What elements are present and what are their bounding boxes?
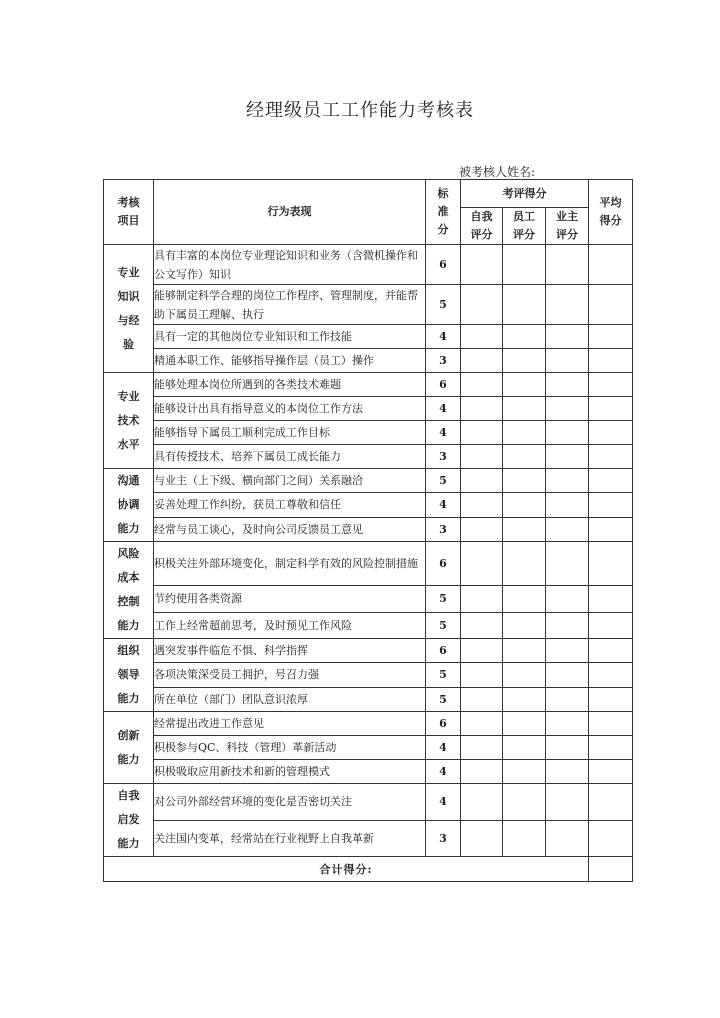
owner-rating-cell[interactable] xyxy=(546,687,589,711)
behavior-cell: 所在单位（部门）团队意识浓厚 xyxy=(154,687,426,711)
staff-rating-cell[interactable] xyxy=(503,445,546,469)
behavior-cell: 积极关注外部环境变化，制定科学有效的风险控制措施 xyxy=(154,542,426,586)
category-cell: 专业技术水平 xyxy=(104,373,154,469)
behavior-cell: 具有一定的其他岗位专业知识和工作技能 xyxy=(154,325,426,349)
category-cell: 风险成本控制能力 xyxy=(104,542,154,639)
header-self-rating: 自我评分 xyxy=(461,208,503,245)
behavior-cell: 能够指导下属员工顺利完成工作目标 xyxy=(154,421,426,445)
header-standard-score: 标准分 xyxy=(426,180,461,245)
behavior-cell: 与业主（上下级、横向部门之间）关系融洽 xyxy=(154,469,426,493)
self-rating-cell[interactable] xyxy=(461,663,503,687)
behavior-cell: 关注国内变革，经常站在行业视野上自我革新 xyxy=(154,820,426,857)
self-rating-cell[interactable] xyxy=(461,542,503,586)
owner-rating-cell[interactable] xyxy=(546,736,589,760)
average-score-cell[interactable] xyxy=(589,349,633,373)
owner-rating-cell[interactable] xyxy=(546,820,589,857)
header-owner-rating: 业主评分 xyxy=(546,208,589,245)
table-row xyxy=(104,397,633,421)
owner-rating-cell[interactable] xyxy=(546,285,589,325)
average-score-cell[interactable] xyxy=(589,687,633,711)
examinee-name-label: 被考核人姓名: xyxy=(459,165,536,179)
average-score-cell[interactable] xyxy=(589,445,633,469)
self-rating-cell[interactable] xyxy=(461,285,503,325)
self-rating-cell[interactable] xyxy=(461,421,503,445)
self-rating-cell[interactable] xyxy=(461,493,503,517)
staff-rating-cell[interactable] xyxy=(503,612,546,638)
self-rating-cell[interactable] xyxy=(461,760,503,784)
header-staff-rating: 员工评分 xyxy=(503,208,546,245)
self-rating-cell[interactable] xyxy=(461,517,503,541)
self-rating-cell[interactable] xyxy=(461,397,503,421)
average-score-cell[interactable] xyxy=(589,736,633,760)
table-row xyxy=(104,469,633,493)
average-score-cell[interactable] xyxy=(589,469,633,493)
owner-rating-cell[interactable] xyxy=(546,663,589,687)
standard-score-cell: 3 xyxy=(426,349,461,373)
staff-rating-cell[interactable] xyxy=(503,517,546,541)
behavior-cell: 具有丰富的本岗位专业理论知识和业务（含微机操作和公文写作）知识 xyxy=(154,245,426,285)
staff-rating-cell[interactable] xyxy=(503,760,546,784)
average-score-cell[interactable] xyxy=(589,325,633,349)
table-row xyxy=(104,421,633,445)
staff-rating-cell[interactable] xyxy=(503,820,546,857)
table-row xyxy=(104,285,633,325)
self-rating-cell[interactable] xyxy=(461,586,503,612)
self-rating-cell[interactable] xyxy=(461,349,503,373)
self-rating-cell[interactable] xyxy=(461,820,503,857)
staff-rating-cell[interactable] xyxy=(503,285,546,325)
standard-score-cell: 4 xyxy=(426,397,461,421)
staff-rating-cell[interactable] xyxy=(503,325,546,349)
self-rating-cell[interactable] xyxy=(461,373,503,397)
standard-score-cell: 3 xyxy=(426,820,461,857)
evaluation-table xyxy=(103,179,633,882)
category-cell: 组织领导能力 xyxy=(104,639,154,712)
standard-score-cell: 4 xyxy=(426,760,461,784)
category-cell: 创新能力 xyxy=(104,712,154,784)
owner-rating-cell[interactable] xyxy=(546,712,589,736)
total-score-cell[interactable] xyxy=(589,857,633,882)
category-cell: 沟通协调能力 xyxy=(104,469,154,542)
behavior-cell: 对公司外部经营环境的变化是否密切关注 xyxy=(154,784,426,821)
table-row xyxy=(104,639,633,663)
staff-rating-cell[interactable] xyxy=(503,784,546,821)
owner-rating-cell[interactable] xyxy=(546,639,589,663)
self-rating-cell[interactable] xyxy=(461,687,503,711)
table-row xyxy=(104,736,633,760)
header-category: 考核项目 xyxy=(104,180,154,245)
staff-rating-cell[interactable] xyxy=(503,736,546,760)
standard-score-cell: 5 xyxy=(426,663,461,687)
average-score-cell[interactable] xyxy=(589,612,633,638)
staff-rating-cell[interactable] xyxy=(503,469,546,493)
behavior-cell: 能够制定科学合理的岗位工作程序、管理制度，并能帮助下属员工理解、执行 xyxy=(154,285,426,325)
standard-score-cell: 4 xyxy=(426,784,461,821)
staff-rating-cell[interactable] xyxy=(503,397,546,421)
average-score-cell[interactable] xyxy=(589,421,633,445)
average-score-cell[interactable] xyxy=(589,285,633,325)
owner-rating-cell[interactable] xyxy=(546,542,589,586)
owner-rating-cell[interactable] xyxy=(546,784,589,821)
standard-score-cell: 5 xyxy=(426,586,461,612)
owner-rating-cell[interactable] xyxy=(546,493,589,517)
self-rating-cell[interactable] xyxy=(461,736,503,760)
staff-rating-cell[interactable] xyxy=(503,349,546,373)
table-row xyxy=(104,663,633,687)
standard-score-cell: 6 xyxy=(426,245,461,285)
staff-rating-cell[interactable] xyxy=(503,373,546,397)
header-rating-group: 考评得分 xyxy=(461,180,589,208)
average-score-cell[interactable] xyxy=(589,373,633,397)
average-score-cell[interactable] xyxy=(589,760,633,784)
owner-rating-cell[interactable] xyxy=(546,421,589,445)
table-row xyxy=(104,687,633,711)
staff-rating-cell[interactable] xyxy=(503,245,546,285)
standard-score-cell: 3 xyxy=(426,517,461,541)
standard-score-cell: 5 xyxy=(426,285,461,325)
average-score-cell[interactable] xyxy=(589,542,633,586)
self-rating-cell[interactable] xyxy=(461,712,503,736)
header-behavior: 行为表现 xyxy=(154,180,426,245)
owner-rating-cell[interactable] xyxy=(546,373,589,397)
page-title: 经理级员工工作能力考核表 xyxy=(246,100,474,121)
behavior-cell: 工作上经常超前思考，及时预见工作风险 xyxy=(154,612,426,638)
staff-rating-cell[interactable] xyxy=(503,586,546,612)
average-score-cell[interactable] xyxy=(589,712,633,736)
owner-rating-cell[interactable] xyxy=(546,469,589,493)
staff-rating-cell[interactable] xyxy=(503,687,546,711)
owner-rating-cell[interactable] xyxy=(546,612,589,638)
owner-rating-cell[interactable] xyxy=(546,245,589,285)
average-score-cell[interactable] xyxy=(589,517,633,541)
standard-score-cell: 4 xyxy=(426,421,461,445)
table-row xyxy=(104,712,633,736)
staff-rating-cell[interactable] xyxy=(503,639,546,663)
staff-rating-cell[interactable] xyxy=(503,663,546,687)
total-score-label: 合计得分: xyxy=(104,857,589,882)
behavior-cell: 积极吸取应用新技术和新的管理模式 xyxy=(154,760,426,784)
average-score-cell[interactable] xyxy=(589,493,633,517)
standard-score-cell: 6 xyxy=(426,542,461,586)
self-rating-cell[interactable] xyxy=(461,639,503,663)
behavior-cell: 各项决策深受员工拥护，号召力强 xyxy=(154,663,426,687)
behavior-cell: 节约使用各类资源 xyxy=(154,586,426,612)
owner-rating-cell[interactable] xyxy=(546,349,589,373)
standard-score-cell: 5 xyxy=(426,687,461,711)
table-row xyxy=(104,493,633,517)
table-row xyxy=(104,325,633,349)
staff-rating-cell[interactable] xyxy=(503,542,546,586)
table-row xyxy=(104,820,633,857)
table-row xyxy=(104,542,633,586)
owner-rating-cell[interactable] xyxy=(546,445,589,469)
table-row xyxy=(104,373,633,397)
behavior-cell: 精通本职工作、能够指导操作层（员工）操作 xyxy=(154,349,426,373)
standard-score-cell: 6 xyxy=(426,639,461,663)
average-score-cell[interactable] xyxy=(589,663,633,687)
self-rating-cell[interactable] xyxy=(461,469,503,493)
self-rating-cell[interactable] xyxy=(461,245,503,285)
self-rating-cell[interactable] xyxy=(461,784,503,821)
standard-score-cell: 3 xyxy=(426,445,461,469)
standard-score-cell: 6 xyxy=(426,712,461,736)
category-cell: 专业知识与经验 xyxy=(104,245,154,373)
table-row xyxy=(104,784,633,821)
standard-score-cell: 6 xyxy=(426,373,461,397)
behavior-cell: 积极参与QC、科技（管理）革新活动 xyxy=(154,736,426,760)
staff-rating-cell[interactable] xyxy=(503,421,546,445)
owner-rating-cell[interactable] xyxy=(546,586,589,612)
standard-score-cell: 4 xyxy=(426,325,461,349)
standard-score-cell: 4 xyxy=(426,736,461,760)
table-row xyxy=(104,245,633,285)
self-rating-cell[interactable] xyxy=(461,325,503,349)
average-score-cell[interactable] xyxy=(589,820,633,857)
behavior-cell: 能够设计出具有指导意义的本岗位工作方法 xyxy=(154,397,426,421)
standard-score-cell: 5 xyxy=(426,469,461,493)
table-row xyxy=(104,612,633,638)
behavior-cell: 具有传授技术、培养下属员工成长能力 xyxy=(154,445,426,469)
category-cell: 自我启发能力 xyxy=(104,784,154,857)
table-row xyxy=(104,760,633,784)
standard-score-cell: 4 xyxy=(426,493,461,517)
table-row xyxy=(104,445,633,469)
average-score-cell[interactable] xyxy=(589,397,633,421)
behavior-cell: 经常与员工谈心，及时向公司反馈员工意见 xyxy=(154,517,426,541)
average-score-cell[interactable] xyxy=(589,245,633,285)
average-score-cell[interactable] xyxy=(589,586,633,612)
self-rating-cell[interactable] xyxy=(461,445,503,469)
average-score-cell[interactable] xyxy=(589,784,633,821)
standard-score-cell: 5 xyxy=(426,612,461,638)
staff-rating-cell[interactable] xyxy=(503,493,546,517)
table-row xyxy=(104,349,633,373)
behavior-cell: 遇突发事件临危不惧、科学指挥 xyxy=(154,639,426,663)
owner-rating-cell[interactable] xyxy=(546,397,589,421)
owner-rating-cell[interactable] xyxy=(546,325,589,349)
table-row xyxy=(104,586,633,612)
behavior-cell: 经常提出改进工作意见 xyxy=(154,712,426,736)
header-average: 平均得分 xyxy=(589,180,633,245)
average-score-cell[interactable] xyxy=(589,639,633,663)
owner-rating-cell[interactable] xyxy=(546,760,589,784)
behavior-cell: 能够处理本岗位所遇到的各类技术难题 xyxy=(154,373,426,397)
behavior-cell: 妥善处理工作纠纷，获员工尊敬和信任 xyxy=(154,493,426,517)
self-rating-cell[interactable] xyxy=(461,612,503,638)
staff-rating-cell[interactable] xyxy=(503,712,546,736)
table-row xyxy=(104,517,633,541)
owner-rating-cell[interactable] xyxy=(546,517,589,541)
